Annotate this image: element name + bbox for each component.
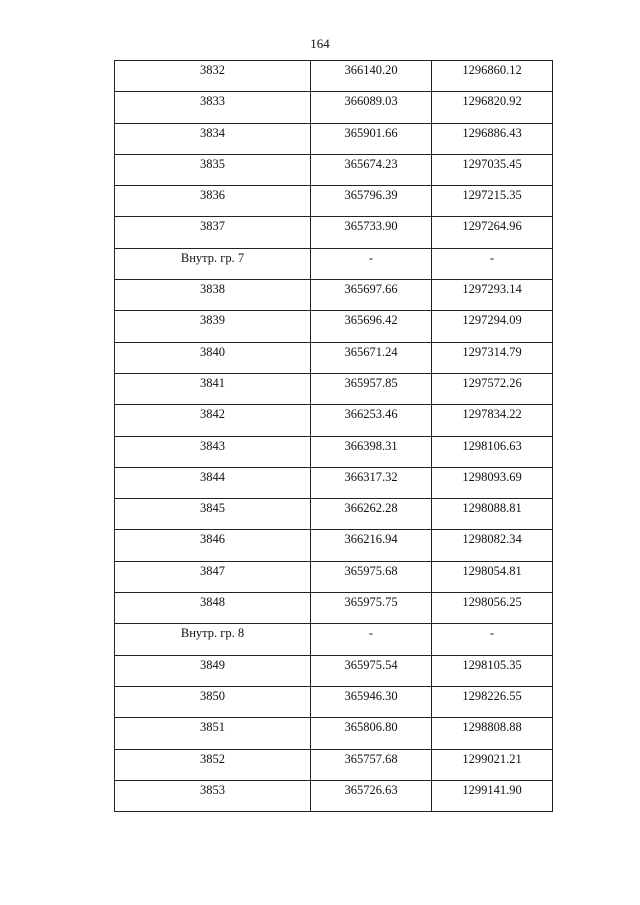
cell-text: 1297834.22 [462, 407, 522, 422]
y-coordinate-cell [432, 749, 553, 780]
cell-text: 1299021.21 [462, 751, 522, 766]
point-number-cell [115, 311, 311, 342]
table-row [115, 154, 553, 185]
table-row [115, 499, 553, 530]
cell-text: 3850 [200, 688, 225, 703]
point-number-cell [115, 186, 311, 217]
cell-text: 1298054.81 [462, 563, 522, 578]
cell-text: 1298056.25 [462, 595, 522, 610]
cell-text: 1298082.34 [462, 532, 522, 547]
cell-text: 365901.66 [344, 125, 398, 140]
cell-text: 365975.75 [344, 595, 398, 610]
cell-text: 366216.94 [344, 532, 398, 547]
x-coordinate-cell [311, 467, 432, 498]
y-coordinate-cell [432, 61, 553, 92]
table-row [115, 436, 553, 467]
point-number-cell [115, 530, 311, 561]
cell-text: 3837 [200, 219, 225, 234]
x-coordinate-cell [311, 92, 432, 123]
y-coordinate-cell [432, 593, 553, 624]
cell-text: 1298226.55 [462, 688, 522, 703]
x-coordinate-cell [311, 624, 432, 655]
cell-text: 3849 [200, 657, 225, 672]
point-number-cell [115, 499, 311, 530]
table-row [115, 405, 553, 436]
cell-text: 365696.42 [344, 313, 398, 328]
y-coordinate-cell [432, 154, 553, 185]
y-coordinate-cell [432, 373, 553, 404]
x-coordinate-cell [311, 248, 432, 279]
cell-text: 3852 [200, 751, 225, 766]
table-row [115, 686, 553, 717]
table-row [115, 718, 553, 749]
y-coordinate-cell [432, 561, 553, 592]
point-number-cell [115, 154, 311, 185]
cell-text: 3841 [200, 375, 225, 390]
cell-text: 3844 [200, 469, 225, 484]
cell-text: 1297314.79 [462, 344, 522, 359]
cell-text: 366398.31 [344, 438, 398, 453]
cell-text: 365796.39 [344, 188, 398, 203]
table-row [115, 593, 553, 624]
point-number-cell [115, 123, 311, 154]
x-coordinate-cell [311, 61, 432, 92]
cell-text: 366262.28 [344, 501, 398, 516]
cell-text: 1296886.43 [462, 125, 522, 140]
cell-text: Внутр. гр. 8 [180, 626, 245, 641]
point-number-cell [115, 624, 311, 655]
cell-text: 1298106.63 [462, 438, 522, 453]
x-coordinate-cell [311, 123, 432, 154]
cell-text: 365697.66 [344, 282, 398, 297]
coordinates-table-body [115, 61, 553, 812]
coordinates-table [114, 60, 553, 812]
table-row [115, 749, 553, 780]
point-number-cell [115, 718, 311, 749]
cell-text: 365726.63 [344, 782, 398, 797]
cell-text: 365674.23 [344, 156, 398, 171]
point-number-cell [115, 217, 311, 248]
cell-text: Внутр. гр. 7 [180, 250, 245, 265]
y-coordinate-cell [432, 280, 553, 311]
cell-text: 1298088.81 [462, 501, 522, 516]
cell-text: 366140.20 [344, 63, 398, 77]
cell-text: 1297215.35 [462, 188, 522, 203]
cell-text: - [489, 626, 495, 641]
cell-text: 1296820.92 [462, 94, 522, 109]
table-row [115, 467, 553, 498]
point-number-cell [115, 655, 311, 686]
point-number-cell [115, 373, 311, 404]
cell-text: 3836 [200, 188, 225, 203]
y-coordinate-cell [432, 686, 553, 717]
cell-text: 1298808.88 [462, 720, 522, 735]
cell-text: 1299141.90 [462, 782, 522, 797]
cell-text: 3848 [200, 595, 225, 610]
x-coordinate-cell [311, 405, 432, 436]
x-coordinate-cell [311, 780, 432, 811]
cell-text: 366253.46 [344, 407, 398, 422]
cell-text: 3834 [200, 125, 225, 140]
table-row [115, 280, 553, 311]
table-row [115, 248, 553, 279]
x-coordinate-cell [311, 749, 432, 780]
y-coordinate-cell [432, 718, 553, 749]
cell-text: 365806.80 [344, 720, 398, 735]
x-coordinate-cell [311, 373, 432, 404]
x-coordinate-cell [311, 311, 432, 342]
y-coordinate-cell [432, 624, 553, 655]
cell-text: 3842 [200, 407, 225, 422]
point-number-cell [115, 280, 311, 311]
table-row [115, 624, 553, 655]
table-row [115, 311, 553, 342]
cell-text: 365957.85 [344, 375, 398, 390]
y-coordinate-cell [432, 311, 553, 342]
table-row [115, 780, 553, 811]
y-coordinate-cell [432, 342, 553, 373]
cell-text: 365671.24 [344, 344, 398, 359]
x-coordinate-cell [311, 217, 432, 248]
cell-text: - [489, 250, 495, 265]
point-number-cell [115, 749, 311, 780]
x-coordinate-cell [311, 280, 432, 311]
y-coordinate-cell [432, 436, 553, 467]
y-coordinate-cell [432, 467, 553, 498]
point-number-cell [115, 342, 311, 373]
table-row [115, 61, 553, 92]
cell-text: - [368, 626, 374, 641]
y-coordinate-cell [432, 248, 553, 279]
x-coordinate-cell [311, 499, 432, 530]
cell-text: 3846 [200, 532, 225, 547]
y-coordinate-cell [432, 123, 553, 154]
point-number-cell [115, 92, 311, 123]
x-coordinate-cell [311, 593, 432, 624]
y-coordinate-cell [432, 530, 553, 561]
cell-text: 365975.68 [344, 563, 398, 578]
cell-text: 3838 [200, 282, 225, 297]
cell-text: 365975.54 [344, 657, 398, 672]
y-coordinate-cell [432, 92, 553, 123]
point-number-cell [115, 61, 311, 92]
x-coordinate-cell [311, 530, 432, 561]
point-number-cell [115, 780, 311, 811]
cell-text: 1298105.35 [462, 657, 522, 672]
cell-text: 1297264.96 [462, 219, 522, 234]
cell-text: - [368, 250, 374, 265]
table-row [115, 530, 553, 561]
point-number-cell [115, 248, 311, 279]
cell-text: 3833 [200, 94, 225, 109]
cell-text: 3851 [200, 720, 225, 735]
cell-text: 3847 [200, 563, 225, 578]
x-coordinate-cell [311, 686, 432, 717]
cell-text: 366089.03 [344, 94, 398, 109]
x-coordinate-cell [311, 718, 432, 749]
table-row [115, 92, 553, 123]
table-row [115, 561, 553, 592]
cell-text: 1297035.45 [462, 156, 522, 171]
x-coordinate-cell [311, 154, 432, 185]
cell-text: 1297294.09 [462, 313, 522, 328]
x-coordinate-cell [311, 561, 432, 592]
cell-text: 1297293.14 [462, 282, 522, 297]
y-coordinate-cell [432, 405, 553, 436]
x-coordinate-cell [311, 186, 432, 217]
cell-text: 1296860.12 [462, 63, 522, 77]
cell-text: 366317.32 [344, 469, 398, 484]
table-row [115, 217, 553, 248]
y-coordinate-cell [432, 217, 553, 248]
cell-text: 3835 [200, 156, 225, 171]
cell-text: 3839 [200, 313, 225, 328]
y-coordinate-cell [432, 186, 553, 217]
cell-text: 3843 [200, 438, 225, 453]
table-row [115, 342, 553, 373]
cell-text: 365946.30 [344, 688, 398, 703]
table-row [115, 186, 553, 217]
cell-text: 365757.68 [344, 751, 398, 766]
x-coordinate-cell [311, 436, 432, 467]
cell-text: 3845 [200, 501, 225, 516]
cell-text: 365733.90 [344, 219, 398, 234]
table-row [115, 655, 553, 686]
y-coordinate-cell [432, 655, 553, 686]
point-number-cell [115, 686, 311, 717]
point-number-cell [115, 405, 311, 436]
cell-text: 3832 [200, 63, 225, 77]
cell-text: 3840 [200, 344, 225, 359]
table-row [115, 123, 553, 154]
y-coordinate-cell [432, 499, 553, 530]
point-number-cell [115, 436, 311, 467]
page-number: 164 [310, 36, 330, 51]
y-coordinate-cell [432, 780, 553, 811]
cell-text: 1297572.26 [462, 375, 522, 390]
point-number-cell [115, 593, 311, 624]
x-coordinate-cell [311, 342, 432, 373]
table-row [115, 373, 553, 404]
cell-text: 1298093.69 [462, 469, 522, 484]
point-number-cell [115, 561, 311, 592]
x-coordinate-cell [311, 655, 432, 686]
cell-text: 3853 [200, 782, 225, 797]
point-number-cell [115, 467, 311, 498]
